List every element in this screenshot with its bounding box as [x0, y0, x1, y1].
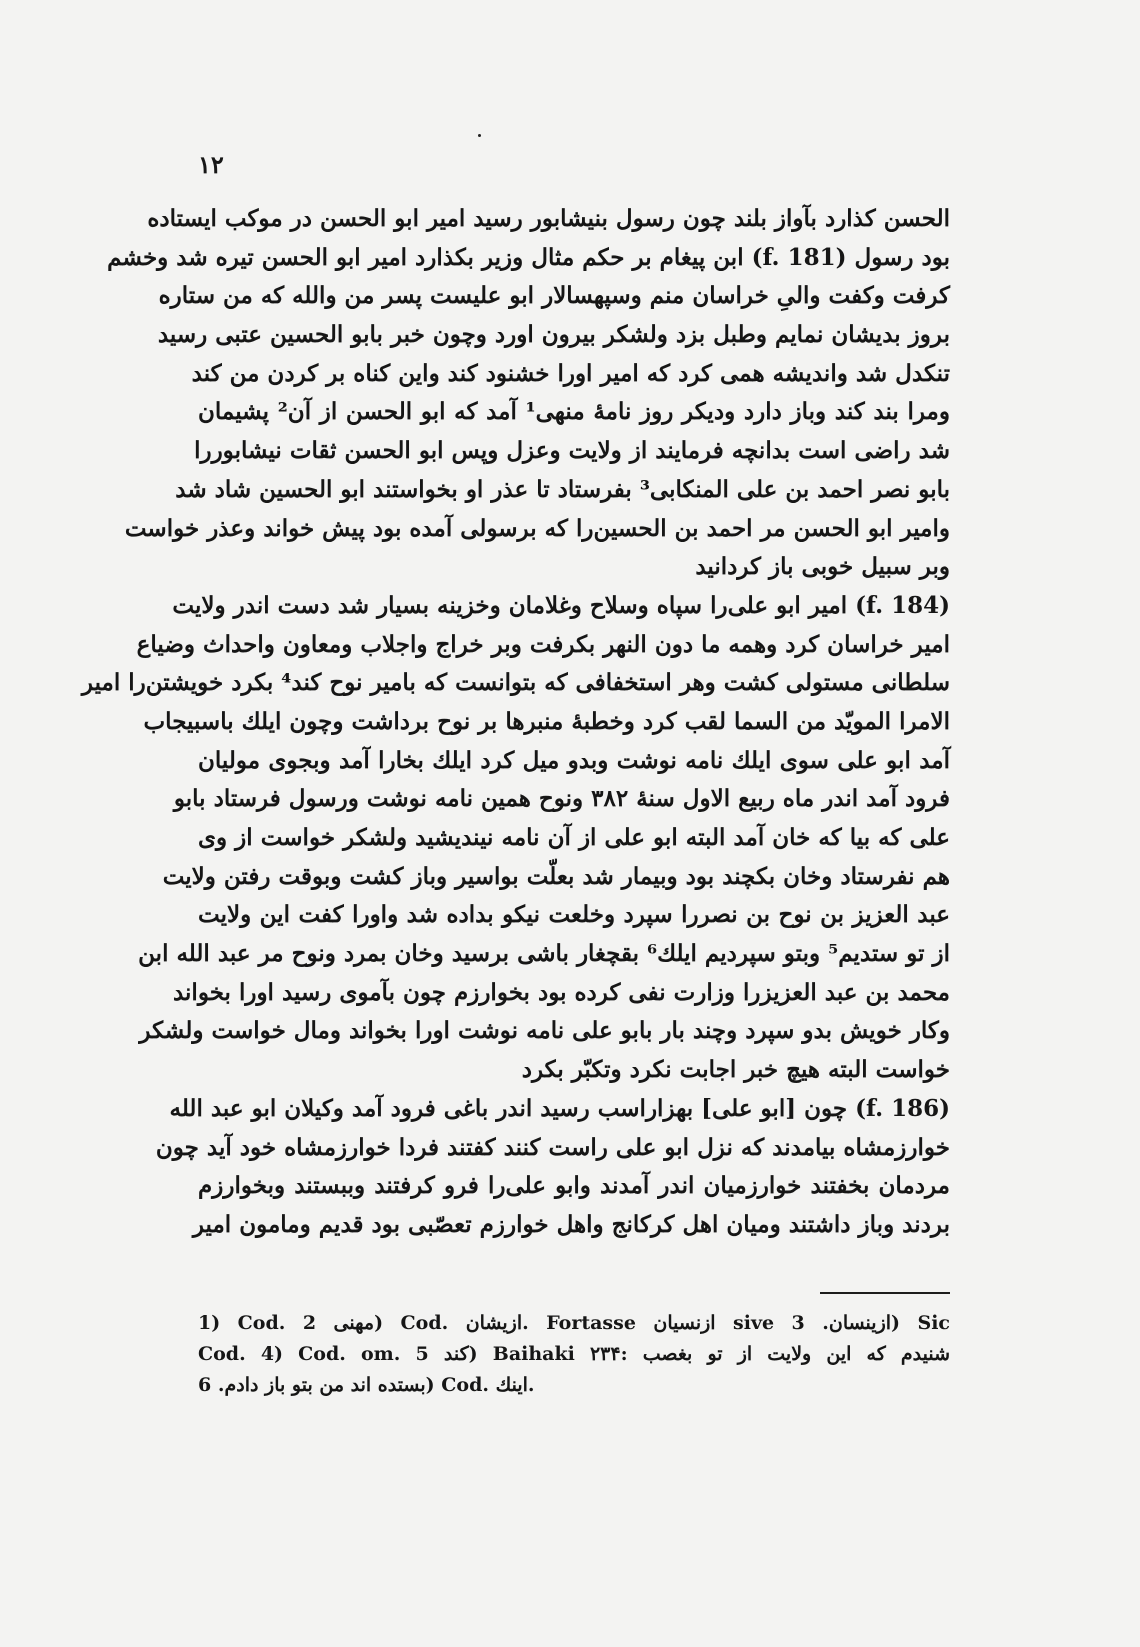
- text-line: هم نفرستاد وخان بکچند بود وبیمار شد بعلّت بواسیر وباز کشت وبوقت رفتن ولایت: [162, 862, 950, 890]
- text-line: آمد ابو علی سوی ایلك نامه نوشت وبدو میل کرد ایلك بخارا آمد وبجوی مولیان: [198, 746, 950, 774]
- text-line: تنکدل شد واندیشه همی کرد که امیر اورا خشنود کند واین کناه بر کردن من کند: [191, 359, 950, 387]
- text-line: علی که بیا که خان آمد البته ابو علی از آن نامه نیندیشید ولشکر خواست از وی: [198, 824, 950, 851]
- text-line: الحسن کذارد بآواز بلند چون رسول بنیشابور رسید امیر ابو الحسن در موکب ایستاده: [147, 205, 950, 232]
- footnote-line: Cod. 4) Cod. om. کند 5) Baihaki ۲۳۴: شنیدم که این ولایت از تو بغصب: [198, 1343, 951, 1365]
- text-line: خواست البته هیچ خبر اجابت نکرد وتکبّر بکرد: [521, 1056, 950, 1084]
- text-line: عبد العزیز بن نوح بن نصررا سپرد وخلعت نیکو بداده شد واورا کفت این ولایت: [198, 901, 950, 929]
- scan-speck: [478, 134, 481, 137]
- text-line: بابو نصر احمد بن علی المنکابی³ بفرستاد تا عذر او بخواستند ابو الحسین شاد شد: [175, 475, 950, 503]
- text-line: مردمان بخفتند خوارزمیان اندر آمدند وابو علی‌را فرو کرفتند وببستند وبخوارزم: [198, 1172, 950, 1200]
- page-number: ۱۲: [198, 150, 224, 179]
- text-line: بردند وباز داشتند ومیان اهل کرکانج واهل خوارزم تعصّبی بود قدیم ومامون امیر: [192, 1210, 950, 1238]
- footnote-line: بستده اند من بتو باز دادم. 6) Cod. اینك.: [198, 1374, 535, 1396]
- text-line: (f. 184) امیر ابو علی‌را سپاه وسلاح وغلامان وخزینه بسیار شد دست اندر ولایت: [172, 591, 950, 619]
- text-line: الامرا المویّد من السما لقب کرد وخطبۀ منبرها بر نوح برداشت وچون ایلك باسبیجاب: [143, 707, 950, 735]
- main-text: [81, 200, 950, 1245]
- text-line: خوارزمشاه بیامدند که نزل ابو علی راست کنند کفتند فردا خوارزمشاه خود آید چون: [155, 1133, 950, 1161]
- text-line: ومرا بند کند وباز دارد ودیکر روز نامۀ منهی¹ آمد که ابو الحسن از آن² پشیمان: [198, 398, 950, 426]
- text-line: از تو ستدیم⁵ وبتو سپردیم ایلك⁶ بقچغار باشی برسید وخان بمرد ونوح مر عبد الله ابن: [138, 940, 950, 968]
- footnote-rule: [820, 1292, 950, 1294]
- text-line: وبر سبیل خوبی باز کردانید: [695, 553, 950, 581]
- text-line: فرود آمد اندر ماه ربیع الاول سنۀ ۳۸۲ ونوح همین نامه نوشت ورسول فرستاد بابو: [173, 785, 950, 813]
- text-line: بود رسول (f. 181) ابن پیغام بر حکم مثال وزیر بکذارد امیر ابو الحسن تیره شد وخشم: [107, 243, 950, 271]
- text-line: امیر خراسان کرد وهمه ما دون النهر بکرفت وبر خراج واجلاب ومعاون واحداث وضیاع: [136, 630, 950, 658]
- text-line: وامیر ابو الحسن مر احمد بن الحسین‌را که برسولی آمده بود پیش خواند وعذر خواست: [124, 514, 950, 542]
- footnote-line: 1) Cod. مهنی 2) Cod. ازیشان. Fortasse ازنسیان sive ازینسان. 3) Sic: [198, 1312, 950, 1334]
- text-line: کرفت وکفت والیِ خراسان منم وسپهسالار ابو علیست پسر من والله که من ستاره: [158, 282, 950, 310]
- text-line: شد راضی است بدانچه فرمایند از ولایت وعزل وپس ابو الحسن ثقات نیشابوررا: [194, 437, 950, 465]
- text-line: بروز بدیشان نمایم وطبل بزد ولشکر بیرون اورد وچون خبر بابو الحسین عتبی رسید: [157, 321, 950, 349]
- text-line: سلطانی مستولی کشت وهر استخفافی که بتوانست که بامیر نوح کند⁴ بکرد خویشتن‌را امیر: [81, 669, 950, 697]
- text-line: وکار خویش بدو سپرد وچند بار بابو علی نامه نوشت اورا بخواند ومال خواست ولشکر: [139, 1017, 950, 1045]
- footnotes: [198, 1292, 950, 1401]
- text-line: محمد بن عبد العزیزرا وزارت نفی کرده بود بخوارزم چون بآموی رسید اورا بخواند: [172, 978, 950, 1006]
- footnote-lines: [198, 1308, 950, 1401]
- text-line: (f. 186) چون [ابو علی] بهزاراسب رسید اندر باغی فرود آمد وکیلان ابو عبد الله: [169, 1094, 950, 1122]
